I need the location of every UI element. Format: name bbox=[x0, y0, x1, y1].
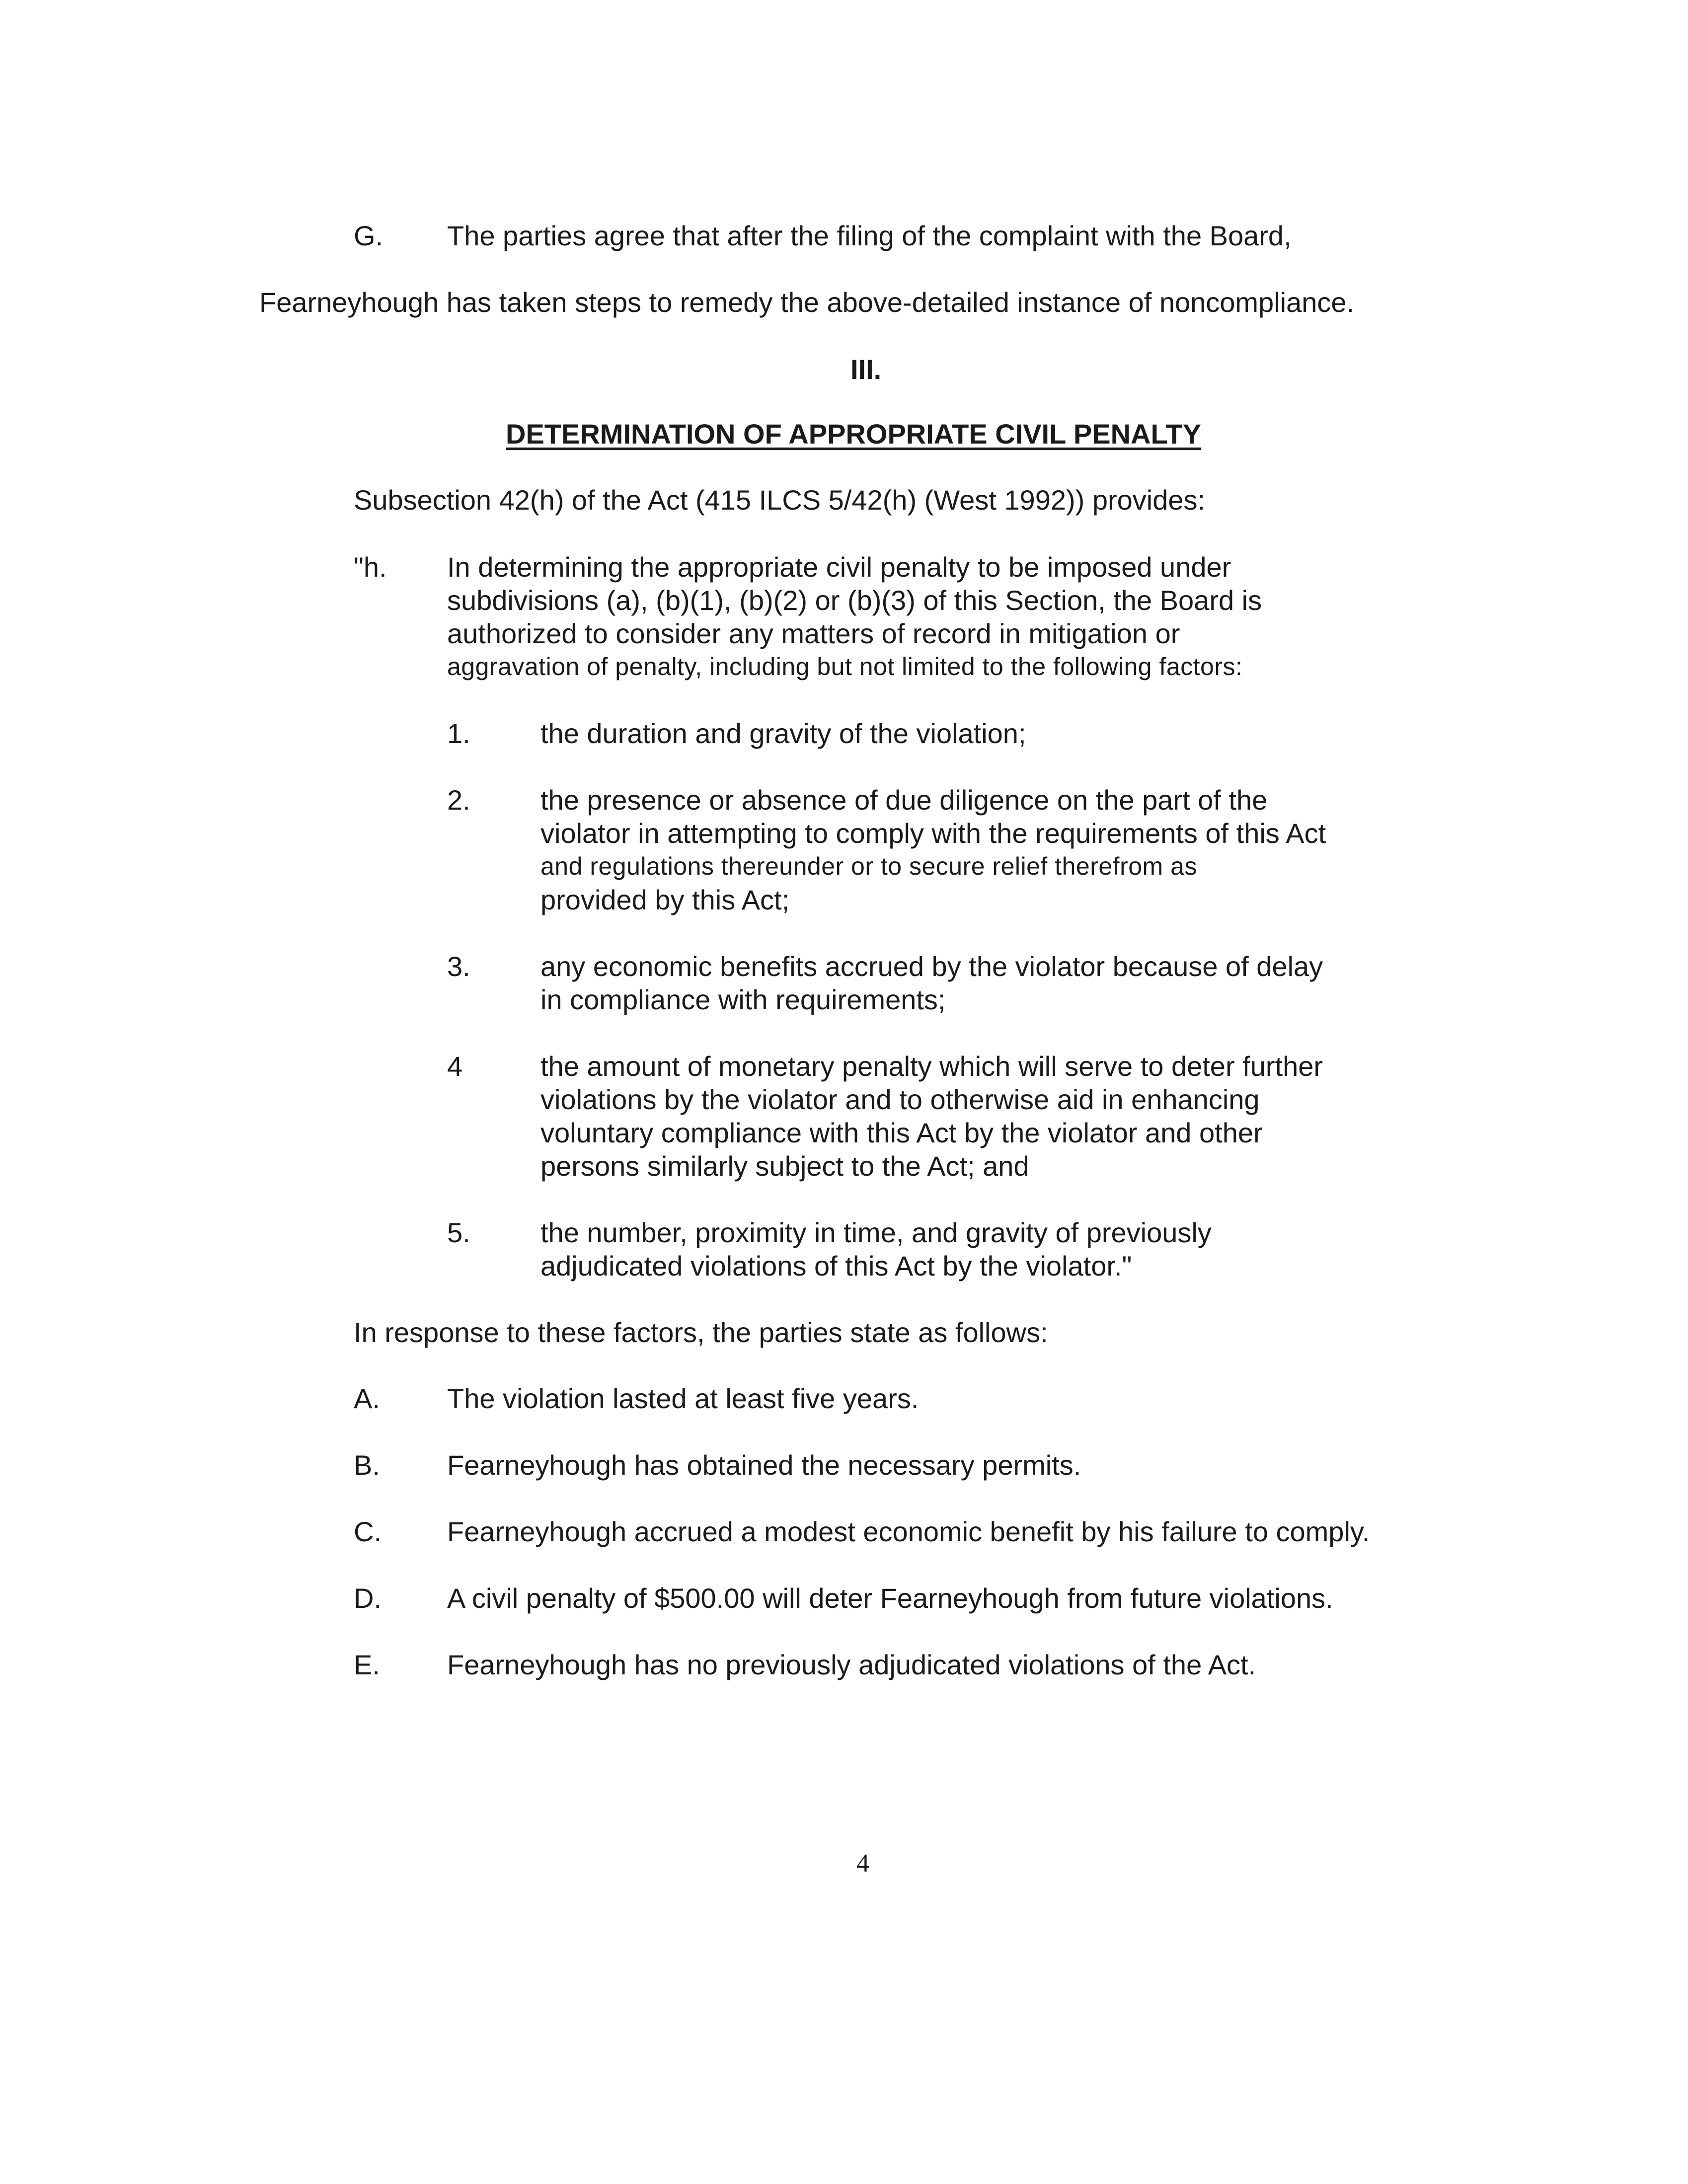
factor-line: the duration and gravity of the violation; bbox=[540, 718, 1026, 749]
response-intro: In response to these factors, the parties state as follows: bbox=[354, 1317, 1048, 1348]
factor-line: the presence or absence of due diligence on the part of the bbox=[540, 784, 1268, 816]
quote-line: subdivisions (a), (b)(1), (b)(2) or (b)(3) of this Section, the Board is bbox=[447, 585, 1262, 616]
response-marker: C. bbox=[354, 1516, 382, 1547]
factor-line: any economic benefits accrued by the violator because of delay bbox=[540, 951, 1323, 982]
factor-line: the amount of monetary penalty which will serve to deter further bbox=[540, 1051, 1323, 1082]
section-heading: DETERMINATION OF APPROPRIATE CIVIL PENALTY bbox=[506, 418, 1202, 450]
factor-line: adjudicated violations of this Act by the violator." bbox=[540, 1250, 1132, 1281]
quote-line: aggravation of penalty, including but not limited to the following factors: bbox=[447, 653, 1243, 680]
response-marker: A. bbox=[354, 1383, 380, 1414]
response-text: The violation lasted at least five years. bbox=[447, 1383, 919, 1414]
factor-number: 1. bbox=[447, 718, 470, 749]
response-text: A civil penalty of $500.00 will deter Fearneyhough from future violations. bbox=[447, 1582, 1333, 1614]
factor-line: the number, proximity in time, and gravity of previously bbox=[540, 1217, 1212, 1248]
factor-number: 2. bbox=[447, 784, 470, 816]
response-text: Fearneyhough accrued a modest economic benefit by his failure to comply. bbox=[447, 1516, 1370, 1547]
quote-line: In determining the appropriate civil penalty to be imposed under bbox=[447, 551, 1231, 583]
subsection-intro: Subsection 42(h) of the Act (415 ILCS 5/42(h) (West 1992)) provides: bbox=[354, 484, 1206, 516]
factor-line: violations by the violator and to otherwise aid in enhancing bbox=[540, 1084, 1260, 1115]
factor-line: violator in attempting to comply with the requirements of this Act bbox=[540, 818, 1326, 849]
factor-line: voluntary compliance with this Act by the violator and other bbox=[540, 1117, 1263, 1148]
quote-marker: "h. bbox=[354, 551, 387, 583]
paragraph-g-line-1: The parties agree that after the filing of the complaint with the Board, bbox=[447, 220, 1292, 251]
factor-line: and regulations thereunder or to secure relief therefrom as bbox=[540, 852, 1197, 880]
factor-number: 5. bbox=[447, 1217, 470, 1248]
quote-line: authorized to consider any matters of record in mitigation or bbox=[447, 618, 1180, 649]
factor-line: provided by this Act; bbox=[540, 884, 790, 915]
paragraph-g-marker: G. bbox=[354, 220, 384, 251]
response-marker: D. bbox=[354, 1582, 382, 1614]
response-text: Fearneyhough has no previously adjudicated violations of the Act. bbox=[447, 1649, 1256, 1680]
factor-number: 4 bbox=[447, 1051, 463, 1082]
factor-line: persons similarly subject to the Act; and bbox=[540, 1150, 1029, 1182]
response-text: Fearneyhough has obtained the necessary permits. bbox=[447, 1449, 1081, 1481]
page-number: 4 bbox=[856, 1849, 869, 1878]
paragraph-g-line-2: Fearneyhough has taken steps to remedy the above-detailed instance of noncompliance. bbox=[259, 287, 1355, 318]
factor-number: 3. bbox=[447, 951, 470, 982]
response-marker: B. bbox=[354, 1449, 380, 1481]
factor-line: in compliance with requirements; bbox=[540, 984, 946, 1015]
section-number: III. bbox=[850, 354, 882, 385]
response-marker: E. bbox=[354, 1649, 380, 1680]
